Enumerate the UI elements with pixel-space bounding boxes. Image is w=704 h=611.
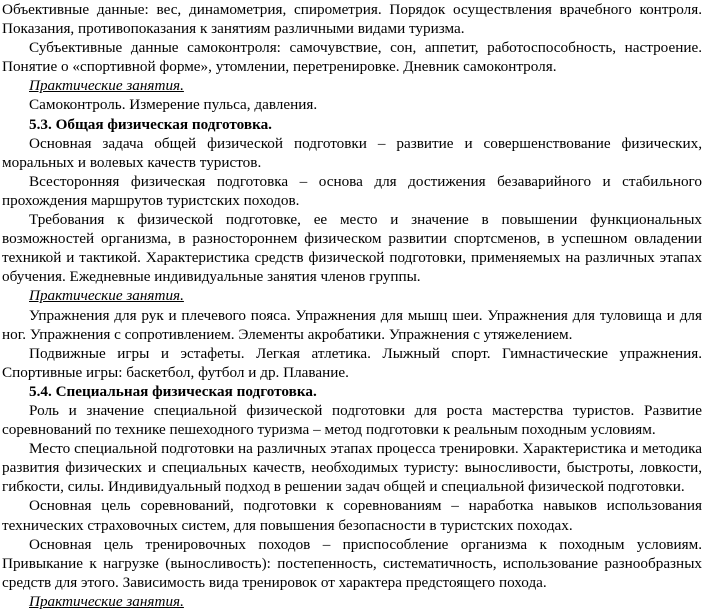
paragraph-special-training-place: Место специальной подготовки на различных этапах процесса тренировки. Характеристика и методика развития физических и специальных качеств, необходимых туристу: выносливости, быстроты, ловкости, гибкости, силы. Индивидуальный подход в решении задач общей и специальной физической подготовки. bbox=[2, 440, 702, 496]
paragraph-subjective-data: Субъективные данные самоконтроля: самочувствие, сон, аппетит, работоспособность, настроение. Понятие о «спортивной форме», утомлении, перетренировке. Дневник самоконтроля. bbox=[2, 39, 702, 76]
paragraph-games: Подвижные игры и эстафеты. Легкая атлетика. Лыжный спорт. Гимнастические упражнения. Спортивные игры: баскетбол, футбол и др. Плавание. bbox=[2, 344, 702, 381]
paragraph-exercises: Упражнения для рук и плечевого пояса. Упражнения для мышц шеи. Упражнения для туловища и для ног. Упражнения с сопротивлением. Элементы акробатики. Упражнения с утяжелением. bbox=[2, 306, 702, 343]
paragraph-comprehensive-training: Всесторонняя физическая подготовка – основа для достижения безаварийного и стабильного прохождения маршрутов туристских походов. bbox=[2, 172, 702, 209]
paragraph-training-hikes: Основная цель тренировочных походов – приспособление организма к походным условиям. Привыкание к нагрузке (выносливость): постепенность, систематичность, использование разнообразных средств для этого. Зависимость вида тренировок от характера предстоящего похода. bbox=[2, 535, 702, 591]
section-heading-5-3: 5.3. Общая физическая подготовка. bbox=[29, 115, 272, 133]
paragraph-requirements: Требования к физической подготовке, ее место и значение в повышении функциональных возможностей организма, в разностороннем физическом развитии спортсменов, в успешном овладении техникой и тактикой. Характеристика средств физической подготовки, применяемых на различных этапах обучения. Ежедневные индивидуальные занятия членов группы. bbox=[2, 211, 702, 286]
practical-label: Практические занятия. bbox=[29, 287, 184, 305]
practical-label: Практические занятия. bbox=[29, 77, 184, 95]
paragraph-objective-data: Объективные данные: вес, динамометрия, спирометрия. Порядок осуществления врачебного контроля. Показания, противопоказания к занятиям различными видами туризма. bbox=[2, 1, 702, 38]
paragraph-ofp-main-task: Основная задача общей физической подготовки – развитие и совершенствование физических, моральных и волевых качеств туристов. bbox=[2, 134, 702, 171]
paragraph-sfp-role: Роль и значение специальной физической подготовки для роста мастерства туристов. Развитие соревнований по технике пешеходного туризма – метод подготовки к реальным походным условиям. bbox=[2, 401, 702, 439]
paragraph-self-control: Самоконтроль. Измерение пульса, давления. bbox=[29, 96, 318, 114]
practical-label: Практические занятия. bbox=[29, 592, 184, 610]
section-heading-5-4: 5.4. Специальная физическая подготовка. bbox=[29, 382, 317, 400]
paragraph-competitions-goal: Основная цель соревнований, подготовки к соревнованиям – наработка навыков использования технических страховочных систем, для повышения безопасности в туристских походах. bbox=[2, 497, 702, 534]
